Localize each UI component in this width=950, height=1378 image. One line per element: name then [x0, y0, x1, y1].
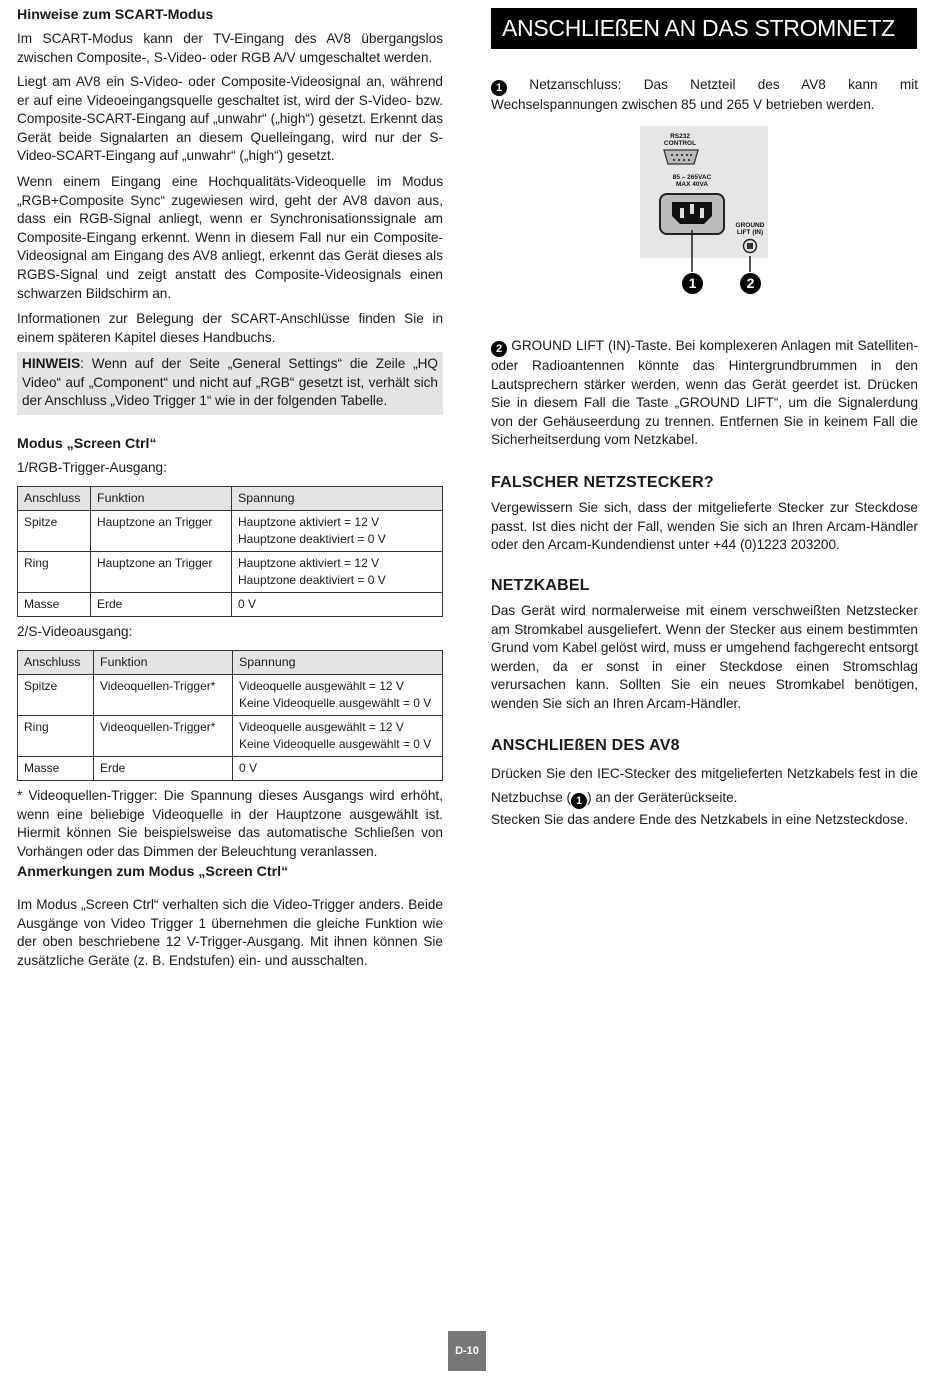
- table-row: [18, 593, 443, 617]
- table-cell: Videoquellen-Trigger*: [94, 716, 233, 757]
- connect-text-b: ) an der Geräterückseite.: [587, 790, 738, 805]
- table-cell: [232, 552, 443, 593]
- screen-ctrl-notes-heading: Anmerkungen zum Modus „Screen Ctrl“: [17, 864, 289, 880]
- marker-1-icon: 1: [491, 80, 507, 96]
- connect-heading: ANSCHLIEßEN DES AV8: [491, 737, 680, 754]
- power-input-text: : Das Netzteil des AV8 kann mit Wechselspannungen zwischen 85 und 265 V betrieben werden.: [491, 77, 918, 112]
- table-header: Spannung: [233, 651, 443, 675]
- table-row: [18, 552, 443, 593]
- scart-paragraph-3: Wenn einem Eingang eine Hochqualitäts-Videoquelle im Modus „RGB+Composite Sync“ zugewiesen wird, geht der AV8 davon aus, dass ein RGB-Signal anliegt, wenn er Synchronisationssignale am Composite-Eingang erkennt. Wenn in diesem Fall nur ein Composite-Videosignal am Eingang des AV8 anliegt, erkennt das Gerät dieses als RGBS-Signal und zeigt anstatt des Composite-Videosignals einen schwarzen Bildschirm an.: [17, 174, 443, 301]
- table-row: [18, 716, 443, 757]
- cell-line: Videoquelle ausgewählt = 12 V: [239, 720, 404, 734]
- table-row: [18, 675, 443, 716]
- cell-line: Keine Videoquelle ausgewählt = 0 V: [239, 737, 432, 751]
- table-cell: Masse: [18, 757, 94, 781]
- table-cell: [233, 675, 443, 716]
- table-row: [18, 757, 443, 781]
- table-cell: 0 V: [233, 757, 443, 781]
- table2-caption: 2/S-Videoausgang:: [17, 624, 133, 639]
- table-cell: [233, 716, 443, 757]
- footnote: * Videoquellen-Trigger: Die Spannung dieses Ausgangs wird erhöht, wenn eine beliebige Videoquelle in der Hauptzone ausgewählt ist. Hiermit können Sie beispielsweise das automatische Schließen von Vorhängen oder das Dimmen der Beleuchtung veranlassen.: [17, 788, 443, 859]
- ground-lift-label: GROUND LIFT (IN): [511, 338, 631, 353]
- power-input-paragraph: [491, 76, 918, 115]
- table-header: Anschluss: [18, 487, 91, 511]
- cell-line: Hauptzone deaktiviert = 0 V: [238, 573, 386, 587]
- scart-paragraph-1: Im SCART-Modus kann der TV-Eingang des AV8 übergangslos zwischen Composite-, S-Video- oder RGB A/V umgeschaltet werden.: [17, 31, 443, 65]
- table-row: [18, 511, 443, 552]
- connect-paragraph-2: Stecken Sie das andere Ende des Netzkabels in eine Netzsteckdose.: [491, 812, 909, 827]
- scart-heading: Hinweise zum SCART-Modus: [17, 7, 214, 23]
- table-cell: Erde: [94, 757, 233, 781]
- screen-ctrl-notes-paragraph: Im Modus „Screen Ctrl“ verhalten sich die Video-Trigger anders. Beide Ausgänge von Video Trigger 1 übernehmen die gleiche Funktion wie der oben beschriebene 12 V-Trigger-Ausgang. Mit ihnen können Sie zusätzliche Geräte (z. B. Endstufen) ein- und ausschalten.: [17, 897, 443, 968]
- table-cell: Ring: [18, 716, 94, 757]
- wrong-plug-paragraph: Vergewissern Sie sich, dass der mitgelieferte Stecker zur Steckdose passt. Ist dies nicht der Fall, wenden Sie sich an Ihren Arcam-Händler oder den Arcam-Kundendienst unter +44 (0)1223 203200.: [491, 500, 918, 553]
- cell-line: Hauptzone aktiviert = 12 V: [238, 556, 380, 570]
- table-cell: [232, 511, 443, 552]
- lift-label: LIFT (IN): [736, 229, 764, 236]
- svideo-output-table: [17, 650, 443, 781]
- rs232-port-icon: [662, 148, 700, 166]
- table-cell: 0 V: [232, 593, 443, 617]
- table-cell: Ring: [18, 552, 91, 593]
- power-cable-paragraph: Das Gerät wird normalerweise mit einem verschweißten Netzstecker am Stromkabel ausgeliefert. Wenn der Stecker aus einem bestimmten Grund vom Kabel gelöst wird, muss er umgehend fachgerecht entsorgt werden, da er sonst in einer Steckdose einen Stromschlag verursachen kann. Sollten Sie ein neues Stromkabel benötigen, wenden Sie sich an Ihren Arcam-Händler.: [491, 603, 918, 711]
- marker-2-icon: 2: [491, 341, 507, 357]
- marker-1-inline-icon: 1: [571, 793, 587, 809]
- control-label: CONTROL: [663, 140, 697, 147]
- voltage-label: 85 – 265VAC: [672, 174, 712, 181]
- rgb-trigger-table: [17, 486, 443, 617]
- cell-line: Hauptzone deaktiviert = 0 V: [238, 532, 386, 546]
- cell-line: Videoquelle ausgewählt = 12 V: [239, 679, 404, 693]
- section-banner: ANSCHLIEßEN AN DAS STROMNETZ: [491, 8, 917, 49]
- ground-lift-paragraph: [491, 337, 918, 450]
- power-input-label: Netzanschluss: [529, 77, 618, 92]
- cell-line: Hauptzone aktiviert = 12 V: [238, 515, 380, 529]
- table-header-row: [18, 651, 443, 675]
- power-cable-heading: NETZKABEL: [491, 577, 590, 594]
- diagram-marker-2-icon: 2: [740, 273, 761, 294]
- table-cell: Masse: [18, 593, 91, 617]
- cell-line: Keine Videoquelle ausgewählt = 0 V: [239, 696, 432, 710]
- table1-caption: 1/RGB-Trigger-Ausgang:: [17, 460, 167, 475]
- table-cell: Hauptzone an Trigger: [91, 552, 232, 593]
- scart-paragraph-4: Informationen zur Belegung der SCART-Anschlüsse finden Sie in einem späteren Kapitel dieses Handbuchs.: [17, 311, 443, 345]
- wrong-plug-heading: FALSCHER NETZSTECKER?: [491, 474, 714, 491]
- table-header-row: [18, 487, 443, 511]
- table-header: Funktion: [94, 651, 233, 675]
- scart-paragraph-2: Liegt am AV8 ein S-Video- oder Composite-Videosignal an, während er auf eine Videoeingangsquelle geschaltet ist, wird der S-Video- bzw. Composite-SCART-Eingang auf „unwahr“ („high“) gesetzt. Erkennt das Gerät beide Signalarten an diesem Quelleingang, wird nur der S-Video-SCART-Eingang auf „unwahr“ („high“) gesetzt.: [17, 74, 443, 164]
- table-header: Anschluss: [18, 651, 94, 675]
- connect-text-a: Drücken Sie den IEC-Stecker des mitgelieferten Netzkabels fest in die Netzbuchse (: [491, 766, 918, 805]
- note-label: HINWEIS: [22, 356, 81, 371]
- table-cell: Videoquellen-Trigger*: [94, 675, 233, 716]
- connect-paragraph: [491, 762, 918, 810]
- note-box: [17, 352, 443, 415]
- ground-lift-text: -Taste. Bei komplexeren Anlagen mit Satelliten- oder Radioantennen könnte das Hintergrundbrummen in den Lautsprechern stärker werden, wenn das Gerät geerdet ist. Drücken Sie in diesem Fall die Taste „GROUND LIFT“, um die Signalerdung von der Gehäuseerdung zu trennen.: [491, 338, 918, 429]
- diagram-callout-lines: [640, 230, 800, 300]
- note-text: : Wenn auf der Seite „General Settings“ die Zeile „HQ Video“ auf „Component“ und nicht auf „RGB“ gesetzt ist, verhält sich der Anschluss „Video Trigger 1“ wie in der folgenden Tabelle.: [22, 356, 438, 409]
- table-cell: Erde: [91, 593, 232, 617]
- screen-ctrl-heading: Modus „Screen Ctrl“: [17, 436, 157, 452]
- rs232-label: RS232: [670, 133, 690, 140]
- ground-label: GROUND: [735, 222, 765, 229]
- diagram-marker-1-icon: 1: [682, 273, 703, 294]
- page-number: D-10: [448, 1331, 486, 1371]
- power-rating-label: MAX 40VA: [675, 181, 709, 188]
- table-cell: Spitze: [18, 675, 94, 716]
- table-header: Funktion: [91, 487, 232, 511]
- ground-lift-warning: Entfernen Sie in keinem Fall die Sicherheitserdung vom Netzkabel.: [491, 413, 918, 448]
- table-cell: Spitze: [18, 511, 91, 552]
- table-cell: Hauptzone an Trigger: [91, 511, 232, 552]
- table-header: Spannung: [232, 487, 443, 511]
